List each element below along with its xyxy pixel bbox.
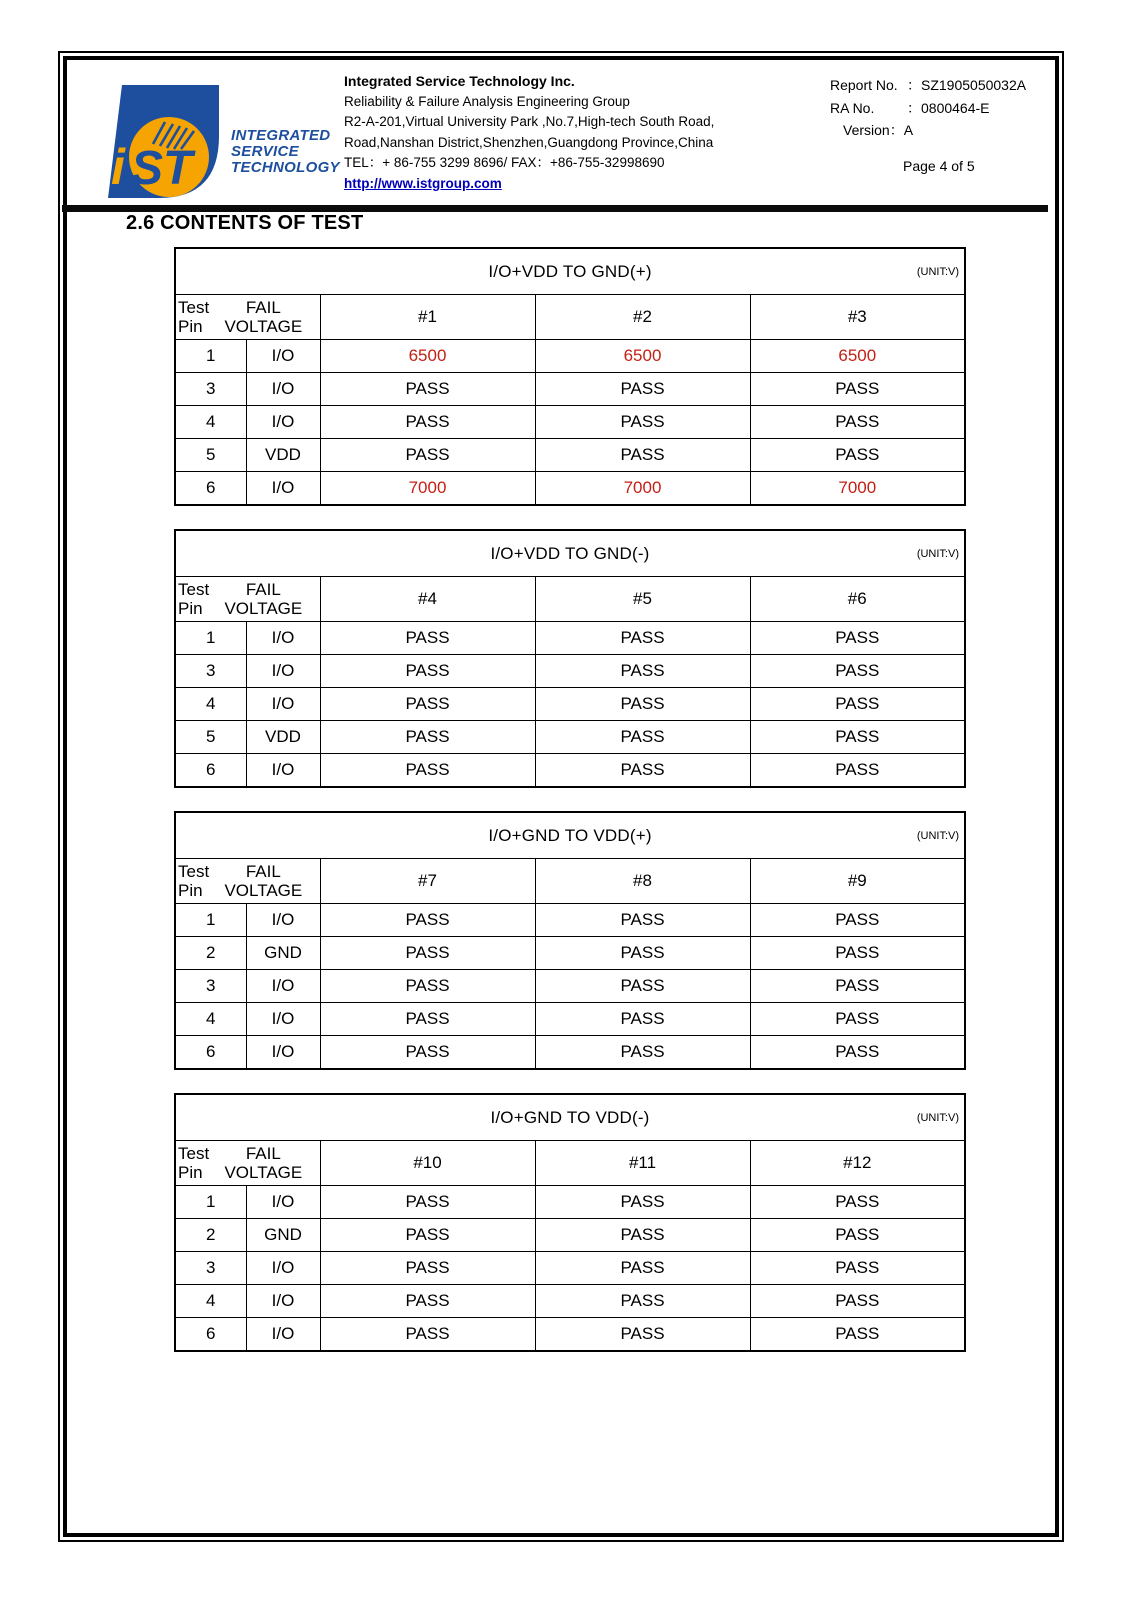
- table-header-row: [175, 859, 965, 904]
- test-results-table: [174, 529, 966, 788]
- test-results-table: [174, 247, 966, 506]
- logo-tagline: [231, 128, 340, 176]
- test-result-row: [175, 439, 965, 472]
- pin-net-type: I/O: [246, 622, 320, 655]
- pass-result: PASS: [535, 406, 750, 439]
- table-title: I/O+GND TO VDD(-): [490, 1107, 650, 1127]
- pass-result: PASS: [535, 1252, 750, 1285]
- table-title-row: [175, 248, 965, 295]
- test-result-row: [175, 472, 965, 506]
- pass-result: PASS: [535, 721, 750, 754]
- version-line: Version：A: [843, 122, 914, 138]
- pass-result: PASS: [535, 655, 750, 688]
- pass-result: PASS: [320, 406, 535, 439]
- fail-voltage-header: FAIL VOLTAGE: [224, 580, 303, 618]
- fail-voltage-value: 7000: [535, 472, 750, 506]
- pass-result: PASS: [750, 904, 965, 937]
- pass-result: PASS: [535, 1219, 750, 1252]
- test-pin-number: 1: [175, 1186, 246, 1219]
- table-header-row: [175, 577, 965, 622]
- test-pin-number: 5: [175, 439, 246, 472]
- test-results-table: [174, 1093, 966, 1352]
- sample-column-header: #11: [535, 1141, 750, 1186]
- sample-column-header: #3: [750, 295, 965, 340]
- sample-column-header: #10: [320, 1141, 535, 1186]
- pin-net-type: I/O: [246, 1252, 320, 1285]
- pass-result: PASS: [320, 1186, 535, 1219]
- corner-header-cell: [175, 577, 320, 622]
- test-pin-number: 2: [175, 937, 246, 970]
- tagline-line: SERVICE: [231, 143, 299, 160]
- pass-result: PASS: [535, 439, 750, 472]
- sample-column-header: #1: [320, 295, 535, 340]
- table-header-row: [175, 1141, 965, 1186]
- pin-net-type: I/O: [246, 1285, 320, 1318]
- header-divider-rule: [62, 205, 1048, 212]
- pass-result: PASS: [750, 406, 965, 439]
- pin-net-type: I/O: [246, 688, 320, 721]
- pass-result: PASS: [750, 373, 965, 406]
- corner-header-cell: [175, 859, 320, 904]
- pin-net-type: VDD: [246, 439, 320, 472]
- pass-result: PASS: [750, 1219, 965, 1252]
- pass-result: PASS: [535, 1036, 750, 1070]
- unit-label: (UNIT:V): [916, 1111, 959, 1124]
- test-pin-number: 1: [175, 904, 246, 937]
- unit-label: (UNIT:V): [916, 829, 960, 842]
- pass-result: PASS: [750, 1036, 965, 1070]
- pass-result: PASS: [535, 904, 750, 937]
- pin-net-type: I/O: [246, 373, 320, 406]
- pin-net-type: I/O: [246, 1003, 320, 1036]
- unit-label: (UNIT:V): [916, 265, 960, 278]
- pass-result: PASS: [750, 1318, 965, 1352]
- test-pin-header: Test Pin: [178, 580, 210, 618]
- pass-result: PASS: [750, 1186, 965, 1219]
- pass-result: PASS: [320, 1003, 535, 1036]
- pass-result: PASS: [750, 937, 965, 970]
- fail-voltage-header: FAIL VOLTAGE: [224, 1144, 303, 1182]
- report-no-label: Report No.: [830, 77, 898, 93]
- pass-result: PASS: [535, 1285, 750, 1318]
- address-line-1: R2-A-201,Virtual University Park ,No.7,High-tech South Road,: [344, 114, 715, 129]
- pin-net-type: I/O: [246, 754, 320, 788]
- test-pin-number: 4: [175, 688, 246, 721]
- test-result-row: [175, 1252, 965, 1285]
- pin-net-type: I/O: [246, 655, 320, 688]
- sample-column-header: #5: [535, 577, 750, 622]
- sample-column-header: #6: [750, 577, 965, 622]
- table-title-row: [175, 530, 965, 577]
- pin-net-type: GND: [246, 937, 320, 970]
- logo-letters-st: ST: [131, 142, 193, 195]
- fail-voltage-value: 6500: [750, 340, 965, 373]
- test-pin-number: 3: [175, 970, 246, 1003]
- sample-column-header: #9: [750, 859, 965, 904]
- test-pin-number: 5: [175, 721, 246, 754]
- test-pin-header: Test Pin: [178, 862, 210, 900]
- fail-voltage-value: 6500: [320, 340, 535, 373]
- fail-voltage-value: 7000: [320, 472, 535, 506]
- test-pin-number: 3: [175, 1252, 246, 1285]
- tel-fax-line: TEL：+ 86-755 3299 8696/ FAX：+86-755-32998690: [344, 155, 665, 170]
- fail-voltage-value: 6500: [535, 340, 750, 373]
- pass-result: PASS: [320, 439, 535, 472]
- pass-result: PASS: [535, 1318, 750, 1352]
- test-result-row: [175, 937, 965, 970]
- test-pin-header: Test Pin: [178, 1144, 210, 1182]
- pass-result: PASS: [320, 622, 535, 655]
- unit-label: (UNIT:V): [916, 547, 959, 560]
- test-result-row: [175, 1285, 965, 1318]
- pass-result: PASS: [535, 754, 750, 788]
- test-pin-number: 6: [175, 1036, 246, 1070]
- pass-result: PASS: [750, 688, 965, 721]
- pin-net-type: I/O: [246, 1036, 320, 1070]
- fail-voltage-header: FAIL VOLTAGE: [224, 862, 303, 900]
- pass-result: PASS: [320, 937, 535, 970]
- pass-result: PASS: [750, 1252, 965, 1285]
- pin-net-type: I/O: [246, 1318, 320, 1352]
- test-pin-header: Test Pin: [178, 298, 210, 336]
- pin-net-type: I/O: [246, 406, 320, 439]
- ra-no-label: RA No.: [830, 99, 875, 116]
- test-pin-number: 4: [175, 1003, 246, 1036]
- report-no-value: ：SZ1905050032A: [907, 77, 1027, 93]
- table-title-row: [175, 1094, 965, 1141]
- pass-result: PASS: [535, 373, 750, 406]
- test-pin-number: 4: [175, 1285, 246, 1318]
- pass-result: PASS: [320, 1318, 535, 1352]
- pin-net-type: I/O: [246, 904, 320, 937]
- pass-result: PASS: [320, 1219, 535, 1252]
- sample-column-header: #12: [750, 1141, 965, 1186]
- pass-result: PASS: [750, 439, 965, 472]
- test-pin-number: 6: [175, 1318, 246, 1352]
- company-info-block: [344, 71, 714, 194]
- pass-result: PASS: [535, 1186, 750, 1219]
- pass-result: PASS: [320, 373, 535, 406]
- test-pin-number: 2: [175, 1219, 246, 1252]
- pass-result: PASS: [750, 970, 965, 1003]
- ra-no-value: ：0800464-E: [907, 99, 990, 116]
- test-pin-number: 1: [175, 622, 246, 655]
- test-result-row: [175, 1219, 965, 1252]
- test-result-row: [175, 721, 965, 754]
- test-result-row: [175, 754, 965, 788]
- pass-result: PASS: [750, 1285, 965, 1318]
- table-title: I/O+VDD TO GND(-): [490, 543, 650, 563]
- pass-result: PASS: [750, 1003, 965, 1036]
- sample-column-header: #8: [535, 859, 750, 904]
- test-result-row: [175, 340, 965, 373]
- test-result-row: [175, 1036, 965, 1070]
- test-tables-container: [174, 247, 964, 1375]
- test-result-row: [175, 1186, 965, 1219]
- pass-result: PASS: [750, 655, 965, 688]
- logo-letter-i: i: [111, 139, 125, 195]
- test-pin-number: 3: [175, 373, 246, 406]
- pass-result: PASS: [750, 721, 965, 754]
- pin-net-type: VDD: [246, 721, 320, 754]
- test-result-row: [175, 622, 965, 655]
- report-meta-block: [830, 74, 1026, 177]
- test-result-row: [175, 373, 965, 406]
- pin-net-type: I/O: [246, 472, 320, 506]
- pass-result: PASS: [320, 1036, 535, 1070]
- corner-header-cell: [175, 295, 320, 340]
- test-result-row: [175, 688, 965, 721]
- pass-result: PASS: [535, 937, 750, 970]
- test-result-row: [175, 1318, 965, 1352]
- test-result-row: [175, 970, 965, 1003]
- test-pin-number: 6: [175, 754, 246, 788]
- test-pin-number: 3: [175, 655, 246, 688]
- pass-result: PASS: [535, 1003, 750, 1036]
- table-header-row: [175, 295, 965, 340]
- pass-result: PASS: [320, 970, 535, 1003]
- website-link[interactable]: http://www.istgroup.com: [344, 175, 502, 191]
- pass-result: PASS: [320, 721, 535, 754]
- test-pin-number: 4: [175, 406, 246, 439]
- sample-column-header: #2: [535, 295, 750, 340]
- sample-column-header: #4: [320, 577, 535, 622]
- report-no-line: [830, 74, 1026, 97]
- pin-net-type: I/O: [246, 1186, 320, 1219]
- test-pin-number: 1: [175, 340, 246, 373]
- test-result-row: [175, 904, 965, 937]
- ra-no-line: [830, 97, 1026, 120]
- test-results-table: [174, 811, 966, 1070]
- pass-result: PASS: [320, 1252, 535, 1285]
- corner-header-cell: [175, 1141, 320, 1186]
- test-result-row: [175, 1003, 965, 1036]
- department-line: Reliability & Failure Analysis Engineering Group: [344, 93, 630, 109]
- pass-result: PASS: [535, 622, 750, 655]
- test-result-row: [175, 406, 965, 439]
- table-title: I/O+VDD TO GND(+): [488, 261, 652, 281]
- pass-result: PASS: [535, 970, 750, 1003]
- pin-net-type: GND: [246, 1219, 320, 1252]
- fail-voltage-value: 7000: [750, 472, 965, 506]
- ist-company-logo: [107, 84, 221, 200]
- test-result-row: [175, 655, 965, 688]
- section-title: 2.6 CONTENTS OF TEST: [126, 212, 364, 234]
- address-line-2: Road,Nanshan District,Shenzhen,Guangdong Province,China: [344, 134, 714, 150]
- sample-column-header: #7: [320, 859, 535, 904]
- test-pin-number: 6: [175, 472, 246, 506]
- table-title: I/O+GND TO VDD(+): [488, 825, 652, 845]
- pass-result: PASS: [750, 622, 965, 655]
- pin-net-type: I/O: [246, 340, 320, 373]
- pass-result: PASS: [320, 655, 535, 688]
- tagline-line: INTEGRATED: [231, 127, 331, 144]
- pass-result: PASS: [320, 904, 535, 937]
- table-title-row: [175, 812, 965, 859]
- pass-result: PASS: [750, 754, 965, 788]
- pass-result: PASS: [320, 688, 535, 721]
- pin-net-type: I/O: [246, 970, 320, 1003]
- fail-voltage-header: FAIL VOLTAGE: [224, 298, 303, 336]
- tagline-line: TECHNOLOGY: [231, 159, 340, 176]
- company-name: Integrated Service Technology Inc.: [344, 73, 575, 89]
- pass-result: PASS: [535, 688, 750, 721]
- pass-result: PASS: [320, 1285, 535, 1318]
- pass-result: PASS: [320, 754, 535, 788]
- page-number: Page 4 of 5: [903, 157, 975, 174]
